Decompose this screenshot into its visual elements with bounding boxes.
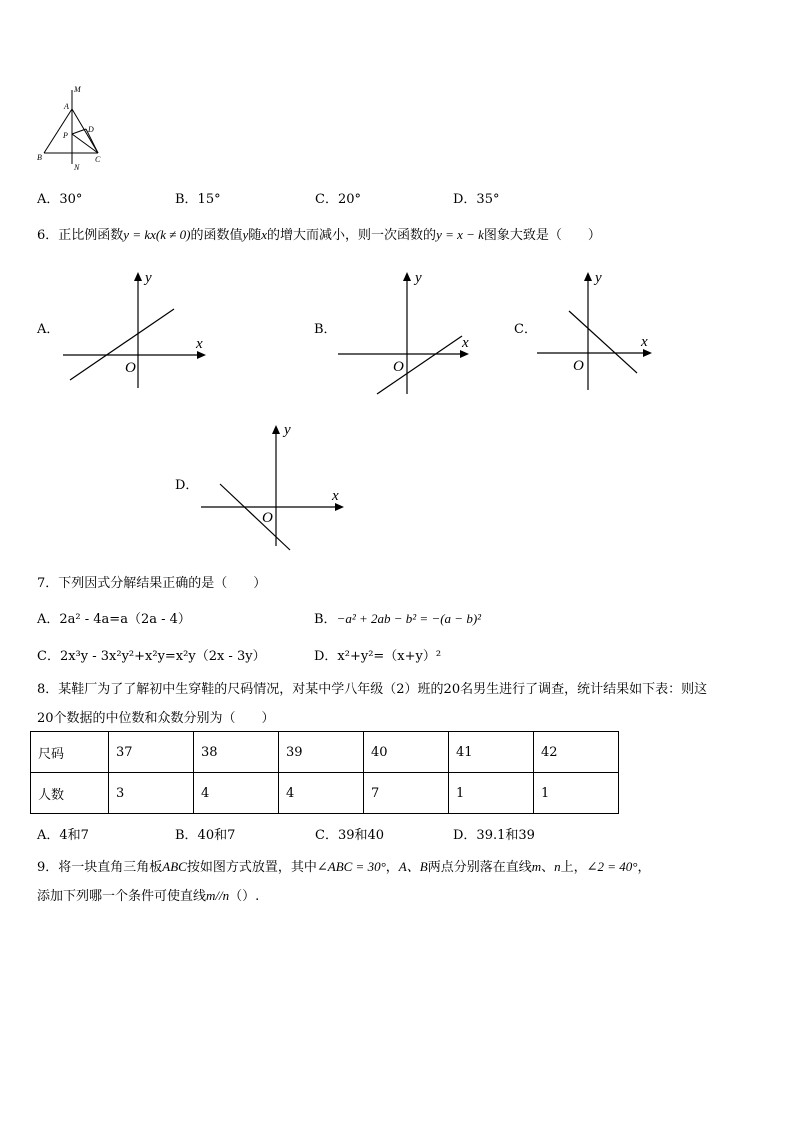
label-A: A	[64, 102, 69, 111]
q7-stem: 7．下列因式分解结果正确的是（ ）	[37, 576, 267, 591]
q9-text: 添加下列哪一个条件可使直线	[37, 889, 207, 904]
label-D: D	[88, 125, 94, 134]
axis-x-label: x	[332, 488, 339, 504]
q8-stem-line2: 20个数据的中位数和众数分别为（ ）	[37, 711, 275, 726]
q6-option-b-label[interactable]: B．	[314, 322, 337, 337]
q9-stem-line2	[37, 885, 259, 904]
table-cell: 4	[279, 773, 364, 814]
q5-option-d[interactable]: D．35°	[453, 192, 500, 207]
table-cell: 人数	[31, 773, 109, 814]
q9-line-m: m	[531, 859, 542, 874]
label-B: B	[37, 153, 42, 162]
q6-text5: 图象大致是（ ）	[483, 228, 601, 243]
q7-option-b-formula: −a² + 2ab − b² = −(a − b)²	[336, 611, 482, 626]
q5-option-c[interactable]: C．20°	[315, 192, 361, 207]
q6-formula2: y = x − k	[436, 227, 484, 242]
q8-stem-line1: 8．某鞋厂为了了解初中生穿鞋的尺码情况，对某中学八年级（2）班的20名男生进行了调查，统计结果如下表：则这	[37, 682, 708, 697]
table-cell: 40	[364, 732, 449, 773]
table-cell: 37	[109, 732, 194, 773]
q6-formula1: y = kx(k ≠ 0)	[123, 227, 191, 242]
table-cell: 尺码	[31, 732, 109, 773]
q7-option-a[interactable]: A．2a² - 4a=a（2a - 4）	[37, 612, 191, 627]
axis-y-label: y	[284, 422, 291, 438]
q6-text3: 随	[248, 228, 262, 243]
q7-option-b[interactable]	[314, 608, 481, 627]
q6-text1: 正比例函数	[58, 228, 124, 243]
q9-abc: ABC	[162, 859, 187, 874]
shoe-size-table	[30, 731, 619, 814]
q7-option-c[interactable]: C．2x³y - 3x²y²+x²y=x²y（2x - 3y）	[37, 649, 266, 664]
q9-points-ab: A、B	[398, 859, 428, 874]
q6-option-d-label[interactable]: D．	[175, 478, 199, 493]
table-cell: 39	[279, 732, 364, 773]
q9-line-n: n	[554, 859, 561, 874]
origin-label: O	[262, 510, 273, 526]
axis-x-label: x	[196, 336, 203, 352]
axis-y-label: y	[595, 270, 602, 286]
q6-stem	[37, 224, 601, 243]
label-C: C	[95, 155, 101, 164]
q6-graph-b[interactable]	[335, 266, 480, 396]
origin-label: O	[393, 359, 404, 375]
axis-x-label: x	[462, 335, 469, 351]
table-cell: 1	[534, 773, 619, 814]
q7-option-b-letter: B．	[314, 612, 337, 627]
q9-sep: 、	[541, 860, 555, 875]
q6-graph-d[interactable]	[198, 420, 358, 555]
q6-graph-c[interactable]	[534, 266, 664, 392]
q9-text: （）.	[229, 889, 260, 904]
table-cell: 38	[194, 732, 279, 773]
table-cell: 7	[364, 773, 449, 814]
q9-text: 按如图方式放置，其中	[186, 860, 317, 875]
q6-var-y: y	[242, 227, 249, 242]
q6-option-c-label[interactable]: C．	[514, 322, 537, 337]
q9-text: 两点分别落在直线	[427, 860, 532, 875]
q9-text: ，	[385, 860, 399, 875]
q6-var-x: x	[261, 227, 268, 242]
table-row	[31, 732, 619, 773]
q9-angle1: ∠ABC = 30°	[316, 859, 386, 874]
label-P: P	[63, 131, 68, 140]
q8-option-d[interactable]: D．39.1和39	[453, 828, 535, 843]
table-cell: 4	[194, 773, 279, 814]
q9-text: ，	[637, 860, 651, 875]
origin-label: O	[125, 360, 136, 376]
q9-text: 上，	[560, 860, 587, 875]
origin-label: O	[573, 358, 584, 374]
q9-angle2: ∠2 = 40°	[586, 859, 638, 874]
table-cell: 42	[534, 732, 619, 773]
q6-number: 6．	[37, 228, 59, 243]
q9-text: 9．将一块直角三角板	[37, 860, 163, 875]
axis-y-label: y	[145, 270, 152, 286]
q8-option-b[interactable]: B．40和7	[175, 828, 236, 843]
q5-option-b[interactable]: B．15°	[175, 192, 221, 207]
q6-text2: 的函数值	[190, 228, 243, 243]
q9-stem-line1	[37, 856, 651, 875]
table-row	[31, 773, 619, 814]
q5-option-a[interactable]: A．30°	[37, 192, 83, 207]
q8-option-c[interactable]: C．39和40	[315, 828, 385, 843]
table-cell: 3	[109, 773, 194, 814]
q9-parallel: m//n	[206, 888, 230, 903]
table-cell: 1	[449, 773, 534, 814]
label-M: M	[74, 85, 81, 94]
label-N: N	[74, 163, 80, 172]
axis-y-label: y	[415, 270, 422, 286]
q7-option-d[interactable]: D．x²+y²=（x+y）²	[314, 649, 442, 664]
q8-option-a[interactable]: A．4和7	[37, 828, 89, 843]
table-cell: 41	[449, 732, 534, 773]
q5-triangle-figure	[34, 84, 114, 176]
q6-option-a-label[interactable]: A．	[37, 322, 60, 337]
q6-graph-a[interactable]	[60, 268, 220, 394]
axis-x-label: x	[641, 334, 648, 350]
q6-text4: 的增大而减小，则一次函数的	[267, 228, 437, 243]
